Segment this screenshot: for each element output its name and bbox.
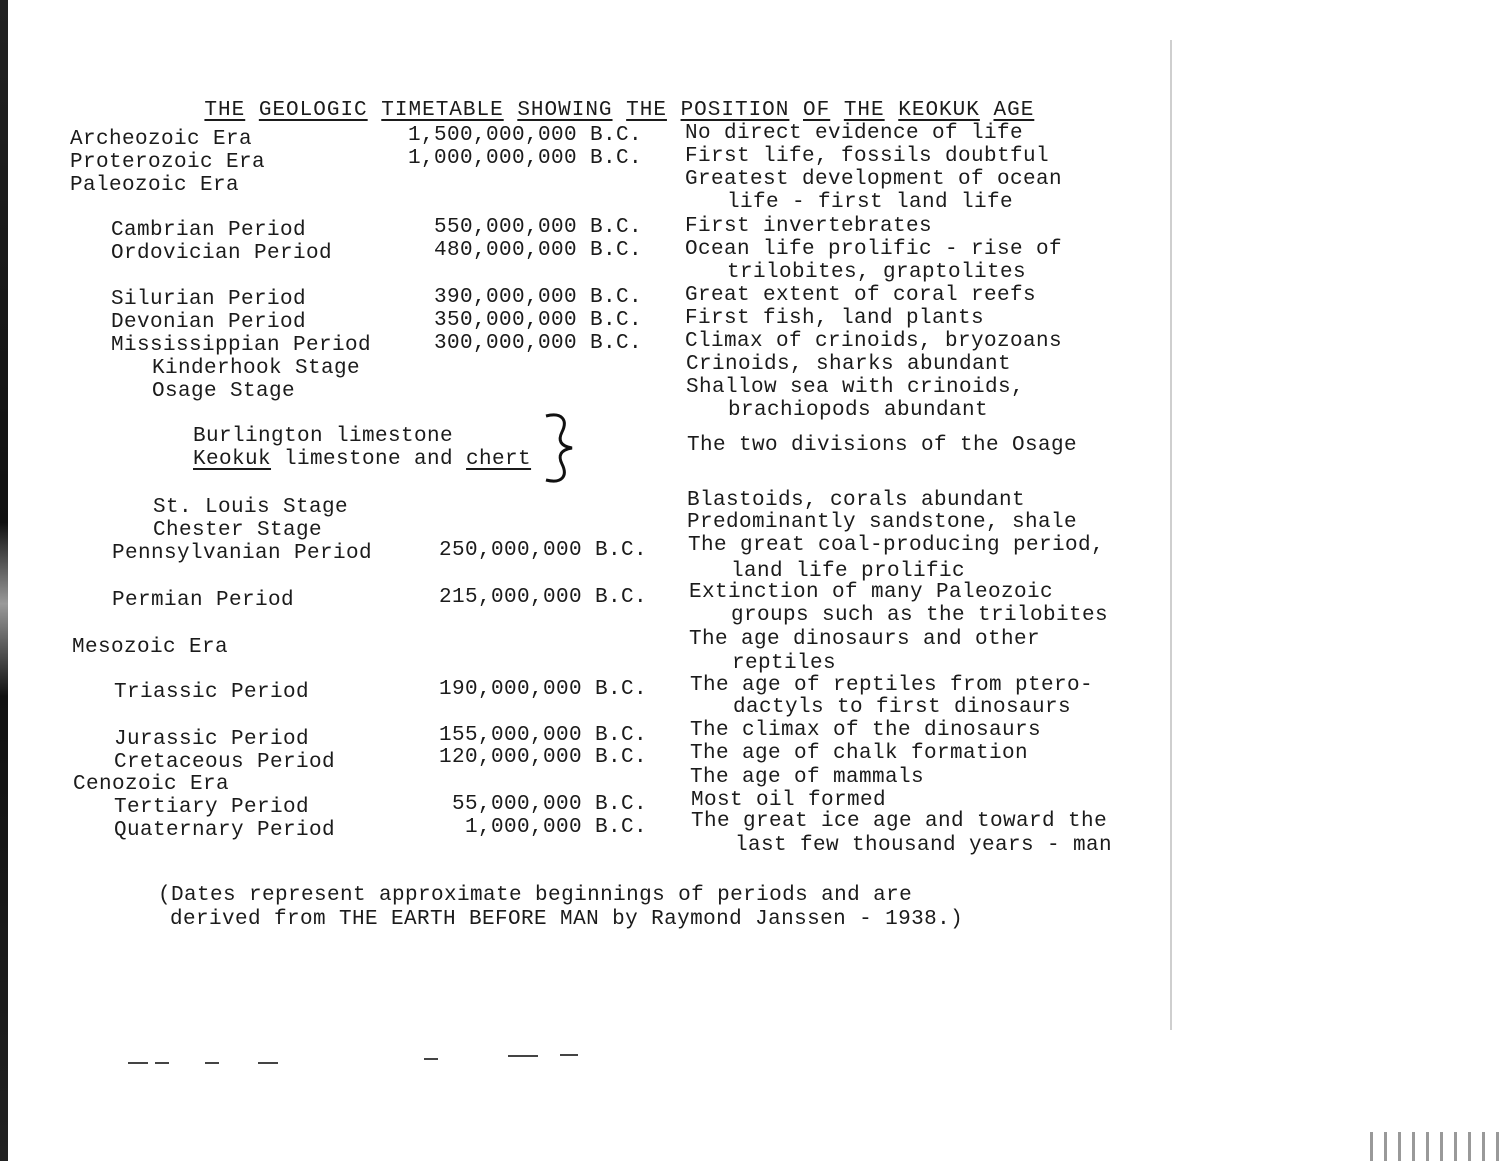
scan-edge-right xyxy=(1170,40,1172,1030)
stage-description: Predominantly sandstone, shale xyxy=(687,511,1078,534)
period-name: Cretaceous Period xyxy=(114,751,336,774)
scan-edge-left xyxy=(0,0,8,1161)
period-name: Triassic Period xyxy=(114,681,310,704)
period-description-continued: trilobites, graptolites xyxy=(727,261,1027,284)
period-description-continued: land life prolific xyxy=(731,560,966,583)
stray-dash xyxy=(560,1054,578,1056)
period-description: The age of chalk formation xyxy=(690,742,1029,765)
scan-edge-marks xyxy=(1370,1132,1500,1161)
period-description: Extinction of many Paleozoic xyxy=(689,581,1054,604)
formation-burlington: Burlington limestone xyxy=(193,425,454,448)
era-description-continued: reptiles xyxy=(732,652,837,675)
formation-keokuk xyxy=(193,448,531,471)
period-name: Pennsylvanian Period xyxy=(112,542,373,565)
era-date: 1,500,000,000 B.C. xyxy=(407,124,642,147)
stage-description: Shallow sea with crinoids, xyxy=(686,376,1025,399)
era-description: First life, fossils doubtful xyxy=(685,145,1050,168)
era-description: The age dinosaurs and other xyxy=(689,628,1041,651)
stray-dash xyxy=(508,1055,538,1057)
formation-keokuk-middle: limestone and xyxy=(271,448,467,471)
period-date: 120,000,000 B.C. xyxy=(438,746,647,769)
period-date: 390,000,000 B.C. xyxy=(433,286,642,309)
stage-name: Kinderhook Stage xyxy=(152,357,361,380)
period-description: First fish, land plants xyxy=(685,307,985,330)
period-date: 215,000,000 B.C. xyxy=(438,586,647,609)
period-description: The climax of the dinosaurs xyxy=(690,719,1042,742)
period-name: Jurassic Period xyxy=(114,728,310,751)
stage-name: St. Louis Stage xyxy=(153,496,349,519)
period-name: Quaternary Period xyxy=(114,819,336,842)
era-date: 1,000,000,000 B.C. xyxy=(407,147,642,170)
period-description: Climax of crinoids, bryozoans xyxy=(685,330,1063,353)
period-name: Tertiary Period xyxy=(114,796,310,819)
chert-word: chert xyxy=(466,448,532,471)
stage-description: Crinoids, sharks abundant xyxy=(686,353,1012,376)
stray-dash xyxy=(205,1062,219,1064)
period-date: 480,000,000 B.C. xyxy=(433,239,642,262)
era-name: Mesozoic Era xyxy=(72,636,229,659)
era-description: The age of mammals xyxy=(690,766,925,789)
period-name: Devonian Period xyxy=(111,311,307,334)
era-name: Archeozoic Era xyxy=(70,128,253,151)
period-date: 190,000,000 B.C. xyxy=(438,678,647,701)
curly-brace-icon xyxy=(538,410,588,486)
stage-description-continued: brachiopods abundant xyxy=(728,399,989,422)
era-description: Greatest development of ocean xyxy=(685,168,1063,191)
period-name: Silurian Period xyxy=(111,288,307,311)
stray-dash xyxy=(155,1062,169,1064)
period-date: 155,000,000 B.C. xyxy=(438,724,647,747)
period-description-continued: last few thousand years - man xyxy=(735,834,1113,857)
period-description: The age of reptiles from ptero- xyxy=(690,674,1094,697)
era-description-continued: life - first land life xyxy=(727,191,1014,214)
period-description: Great extent of coral reefs xyxy=(685,284,1037,307)
period-date: 250,000,000 B.C. xyxy=(438,539,647,562)
period-date: 550,000,000 B.C. xyxy=(433,216,642,239)
period-name: Permian Period xyxy=(112,589,295,612)
stage-name: Chester Stage xyxy=(153,519,323,542)
stray-dash xyxy=(424,1058,438,1060)
stage-description: Blastoids, corals abundant xyxy=(687,489,1026,512)
period-description: The great ice age and toward the xyxy=(691,810,1108,833)
period-date: 300,000,000 B.C. xyxy=(433,332,642,355)
period-description: Ocean life prolific - rise of xyxy=(685,238,1063,261)
era-description: No direct evidence of life xyxy=(685,122,1024,145)
period-description: The great coal-producing period, xyxy=(688,534,1105,557)
period-name: Cambrian Period xyxy=(111,219,307,242)
period-name: Ordovician Period xyxy=(111,242,333,265)
era-name: Paleozoic Era xyxy=(70,174,240,197)
osage-divisions-description: The two divisions of the Osage xyxy=(687,434,1078,457)
stage-name: Osage Stage xyxy=(152,380,296,403)
footnote-line-1: (Dates represent approximate beginnings of periods and are xyxy=(158,884,913,907)
page-title: THE GEOLOGIC TIMETABLE SHOWING THE POSITION OF THE KEOKUK AGE xyxy=(204,99,1035,122)
footnote-line-2: derived from THE EARTH BEFORE MAN by Raymond Janssen - 1938.) xyxy=(170,908,964,931)
period-description: Most oil formed xyxy=(691,789,887,812)
stray-dash xyxy=(258,1062,278,1064)
period-date: 1,000,000 B.C. xyxy=(464,816,647,839)
period-date: 350,000,000 B.C. xyxy=(433,309,642,332)
period-description-continued: dactyls to first dinosaurs xyxy=(733,696,1072,719)
period-description: First invertebrates xyxy=(685,215,933,238)
period-name: Mississippian Period xyxy=(111,334,372,357)
era-name: Proterozoic Era xyxy=(70,151,266,174)
keokuk-word: Keokuk xyxy=(193,448,272,471)
era-name: Cenozoic Era xyxy=(73,773,230,796)
stray-dash xyxy=(128,1062,148,1064)
period-description-continued: groups such as the trilobites xyxy=(731,604,1109,627)
period-date: 55,000,000 B.C. xyxy=(451,793,647,816)
